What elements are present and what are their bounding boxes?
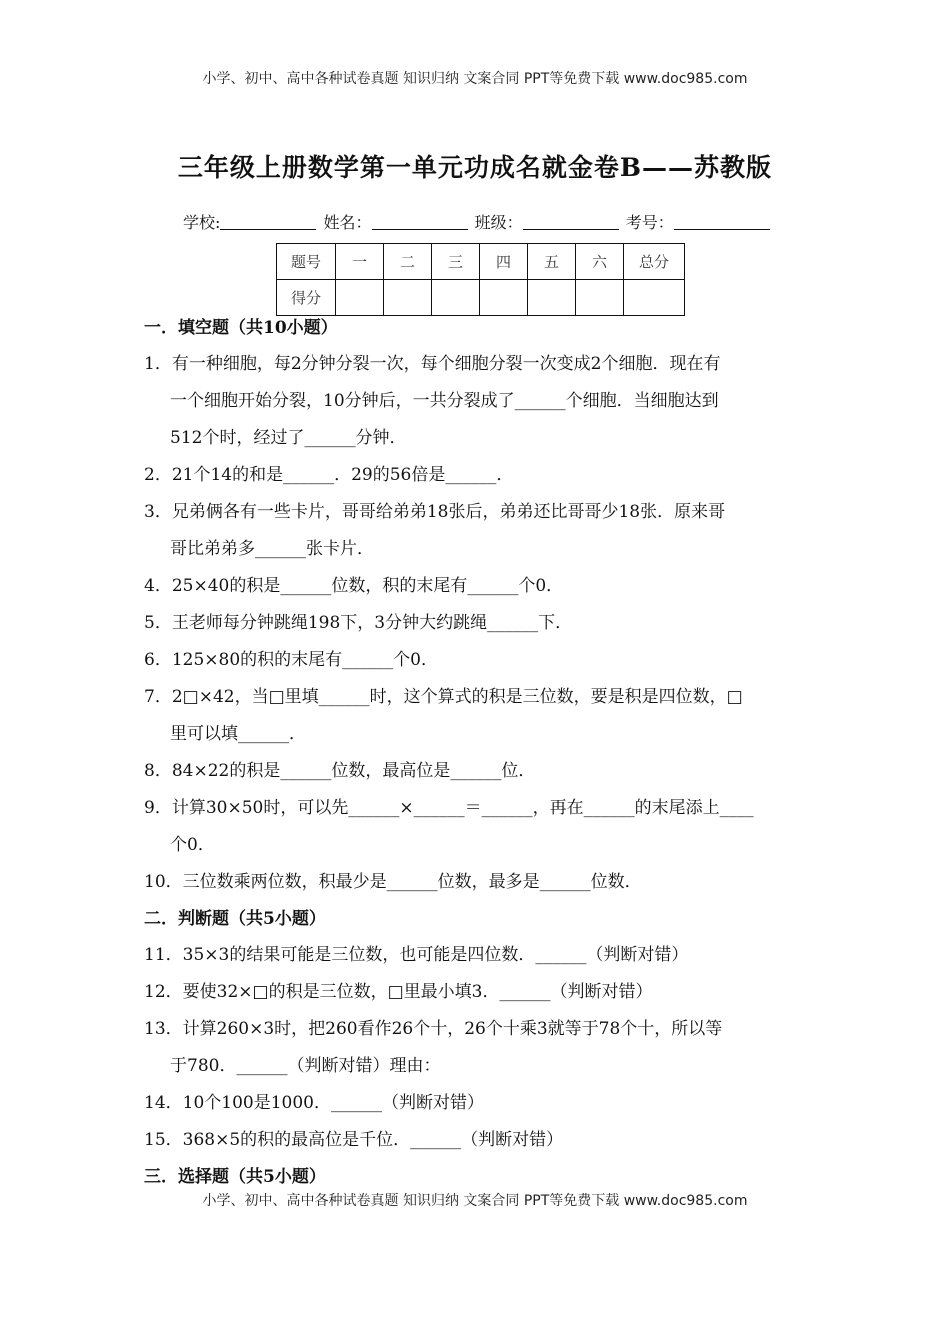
name-label: 姓名： [323, 213, 372, 232]
question-13 [144, 1011, 812, 1085]
question-line: 512个时，经过了______分钟． [170, 428, 407, 448]
header-banner: 小学、初中、高中各种试卷真题 知识归纳 文案合同 PPT等免费下载 www.doc985.com [202, 71, 748, 87]
section-heading-fill-in: 一．填空题（共10小题） [144, 318, 338, 338]
question-10 [144, 864, 812, 901]
question-15 [144, 1122, 812, 1159]
question-line: 1．有一种细胞，每2分钟分裂一次，每个细胞分裂一次变成2个细胞．现在有 [144, 354, 721, 374]
question-line: 2．21个14的和是______．29的56倍是______． [144, 465, 514, 485]
class-blank[interactable] [523, 213, 619, 230]
footer-banner: 小学、初中、高中各种试卷真题 知识归纳 文案合同 PPT等免费下载 www.doc985.com [202, 1193, 748, 1209]
section-heading-true-false: 二．判断题（共5小题） [144, 909, 326, 929]
score-header-cell: 三 [432, 244, 480, 280]
score-header-cell: 题号 [277, 244, 336, 280]
question-3 [144, 494, 812, 568]
question-line: 7．2□×42，当□里填______时，这个算式的积是三位数，要是积是四位数，□ [144, 687, 743, 707]
question-line: 一个细胞开始分裂，10分钟后，一共分裂成了______个细胞．当细胞达到 [170, 391, 719, 411]
score-row-label: 得分 [277, 280, 336, 316]
question-line: 13．计算260×3时，把260看作26个十，26个十乘3就等于78个十，所以等 [144, 1019, 723, 1039]
question-1 [144, 346, 812, 457]
score-header-cell: 四 [480, 244, 528, 280]
question-14 [144, 1085, 812, 1122]
score-header-cell: 五 [528, 244, 576, 280]
score-header-cell: 总分 [624, 244, 685, 280]
question-11 [144, 937, 812, 974]
score-header-cell: 一 [336, 244, 384, 280]
question-line: 10．三位数乘两位数，积最少是______位数，最多是______位数． [144, 872, 642, 892]
student-info-line [183, 210, 772, 233]
question-line: 8．84×22的积是______位数，最高位是______位． [144, 761, 536, 781]
question-12 [144, 974, 812, 1011]
question-line: 里可以填______． [170, 724, 306, 744]
question-line: 6．125×80的积的末尾有______个0． [144, 650, 438, 670]
question-7 [144, 679, 812, 753]
question-line: 14．10个100是1000．______（判断对错） [144, 1093, 484, 1113]
question-line: 哥比弟弟多______张卡片． [170, 539, 374, 559]
question-2 [144, 457, 812, 494]
class-label: 班级： [474, 213, 523, 232]
page-title: 三年级上册数学第一单元功成名就金卷B——苏教版 [177, 153, 773, 182]
name-blank[interactable] [372, 213, 468, 230]
question-9 [144, 790, 812, 864]
section-heading-multiple-choice: 三．选择题（共5小题） [144, 1167, 326, 1187]
question-line: 4．25×40的积是______位数，积的末尾有______个0． [144, 576, 564, 596]
exam-no-blank[interactable] [674, 213, 770, 230]
question-8 [144, 753, 812, 790]
question-line: 15．368×5的积的最高位是千位．______（判断对错） [144, 1130, 564, 1150]
question-line: 12．要使32×□的积是三位数，□里最小填3．______（判断对错） [144, 982, 653, 1002]
score-header-cell: 二 [384, 244, 432, 280]
question-4 [144, 568, 812, 605]
score-table-header-row [277, 244, 685, 280]
school-blank[interactable] [220, 213, 316, 230]
score-header-cell: 六 [576, 244, 624, 280]
question-6 [144, 642, 812, 679]
question-line: 3．兄弟俩各有一些卡片，哥哥给弟弟18张后，弟弟还比哥哥少18张．原来哥 [144, 502, 726, 522]
question-body [144, 310, 812, 1195]
school-label: 学校: [183, 213, 221, 232]
question-line: 个0． [170, 835, 215, 855]
question-line: 于780．______（判断对错）理由： [170, 1056, 441, 1076]
question-line: 5．王老师每分钟跳绳198下，3分钟大约跳绳______下． [144, 613, 573, 633]
score-table [276, 243, 685, 316]
exam-no-label: 考号： [625, 213, 674, 232]
question-line: 9．计算30×50时，可以先______×______＝______，再在______的末尾添上____ [144, 798, 754, 818]
question-line: 11．35×3的结果可能是三位数，也可能是四位数．______（判断对错） [144, 945, 689, 965]
question-5 [144, 605, 812, 642]
